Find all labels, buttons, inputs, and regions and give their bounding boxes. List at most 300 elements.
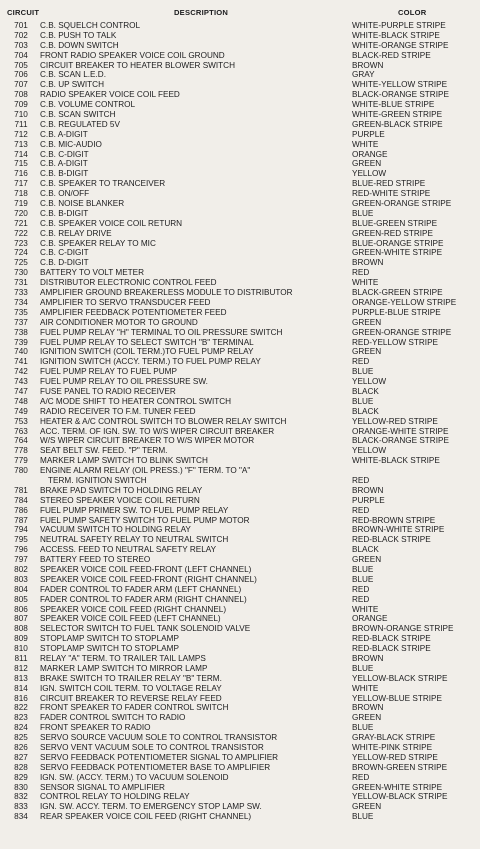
wire-color: WHITE-GREEN STRIPE <box>352 110 443 120</box>
circuit-description-line: NEUTRAL SAFETY RELAY TO NEUTRAL SWITCH <box>40 535 229 545</box>
circuit-number: 809 <box>14 634 28 644</box>
circuit-number: 740 <box>14 347 28 357</box>
table-row <box>0 357 480 367</box>
circuit-description-line: IGN. SW. (ACCY. TERM.) TO VACUUM SOLENOID <box>40 772 229 782</box>
circuit-description <box>40 61 340 71</box>
circuit-description-line: AMPLIFIER TO SERVO TRANSDUCER FEED <box>40 297 211 307</box>
circuit-description-line: C.B. DOWN SWITCH <box>40 40 119 50</box>
circuit-description <box>40 140 340 150</box>
circuit-description <box>40 417 340 427</box>
circuit-description-line: RELAY "A" TERM. TO TRAILER TAIL LAMPS <box>40 654 206 664</box>
circuit-number: 733 <box>14 288 28 298</box>
circuit-number: 828 <box>14 762 28 772</box>
table-row <box>0 150 480 160</box>
circuit-description <box>40 278 340 288</box>
wire-color: PURPLE <box>352 129 385 139</box>
circuit-description-line: RADIO SPEAKER VOICE COIL FEED <box>40 90 180 100</box>
wire-color: BLACK-ORANGE STRIPE <box>352 436 449 446</box>
wire-color: YELLOW-BLACK STRIPE <box>352 792 448 802</box>
circuit-description <box>40 120 340 130</box>
wire-color: YELLOW-BLACK STRIPE <box>352 673 448 683</box>
wire-color: PURPLE-BLUE STRIPE <box>352 307 441 317</box>
circuit-description-line: C.B. NOISE BLANKER <box>40 199 125 209</box>
wire-color: BLUE-GREEN STRIPE <box>352 218 438 228</box>
wire-color: YELLOW-RED STRIPE <box>352 416 438 426</box>
circuit-number: 795 <box>14 535 28 545</box>
table-row <box>0 456 480 466</box>
circuit-description <box>40 397 340 407</box>
circuit-number: 731 <box>14 278 28 288</box>
circuit-description-line: C.B. SPEAKER VOICE COIL RETURN <box>40 218 183 228</box>
circuit-description <box>40 100 340 110</box>
circuit-description <box>40 644 340 654</box>
circuit-description-line: FUEL PUMP PRIMER SW. TO FUEL PUMP RELAY <box>40 505 229 515</box>
table-row <box>0 723 480 733</box>
table-row <box>0 140 480 150</box>
table-row <box>0 674 480 684</box>
wire-color: WHITE-PINK STRIPE <box>352 743 433 753</box>
circuit-description <box>40 21 340 31</box>
circuit-description <box>40 763 340 773</box>
circuit-description-line: DISTRIBUTOR ELECTRONIC CONTROL FEED <box>40 278 217 288</box>
table-row <box>0 446 480 456</box>
circuit-description-line: FRONT SPEAKER TO RADIO <box>40 723 151 733</box>
table-row <box>0 80 480 90</box>
circuit-description <box>40 219 340 229</box>
table-row <box>0 525 480 535</box>
circuit-description <box>40 318 340 328</box>
circuit-number: 808 <box>14 624 28 634</box>
circuit-number: 748 <box>14 396 28 406</box>
circuit-description-line: MARKER LAMP SWITCH TO MIRROR LAMP <box>40 663 208 673</box>
circuit-description <box>40 159 340 169</box>
table-row <box>0 535 480 545</box>
circuit-description <box>40 654 340 664</box>
table-row <box>0 130 480 140</box>
circuit-description-line: C.B. B-DIGIT <box>40 208 89 218</box>
circuit-number: 778 <box>14 446 28 456</box>
wire-color: GRAY-BLACK STRIPE <box>352 733 436 743</box>
table-row <box>0 585 480 595</box>
circuit-number: 708 <box>14 90 28 100</box>
circuit-description-line: STEREO SPEAKER VOICE COIL RETURN <box>40 495 200 505</box>
wire-color: WHITE <box>352 139 379 149</box>
circuit-number: 701 <box>14 21 28 30</box>
circuit-number: 825 <box>14 733 28 743</box>
circuit-description <box>40 664 340 674</box>
wire-color: GREEN-ORANGE STRIPE <box>352 327 452 337</box>
circuit-description <box>40 565 340 575</box>
circuit-description <box>40 150 340 160</box>
circuit-description-line: FRONT SPEAKER TO FADER CONTROL SWITCH <box>40 703 229 713</box>
circuit-description-line: FADER CONTROL SWITCH TO RADIO <box>40 713 186 723</box>
table-row <box>0 802 480 812</box>
circuit-number: 723 <box>14 238 28 248</box>
circuit-description-line: C.B. RELAY DRIVE <box>40 228 112 238</box>
wire-color: BROWN-WHITE STRIPE <box>352 525 445 535</box>
circuit-number: 706 <box>14 70 28 80</box>
circuit-description <box>40 189 340 199</box>
circuit-description <box>40 456 340 466</box>
circuit-number: 796 <box>14 545 28 555</box>
wire-color: WHITE <box>352 278 379 288</box>
table-row <box>0 298 480 308</box>
circuit-description-line: C.B. A-DIGIT <box>40 129 88 139</box>
wire-color: WHITE-PURPLE STRIPE <box>352 21 446 30</box>
circuit-description-line: C.B. A-DIGIT <box>40 159 88 169</box>
circuit-number: 722 <box>14 228 28 238</box>
table-row <box>0 199 480 209</box>
table-row <box>0 783 480 793</box>
wire-color: GREEN <box>352 555 382 565</box>
circuit-description <box>40 258 340 268</box>
circuit-number: 704 <box>14 50 28 60</box>
circuit-number: 720 <box>14 208 28 218</box>
table-row <box>0 773 480 783</box>
wire-color: RED <box>352 772 370 782</box>
wire-color: ORANGE <box>352 614 388 624</box>
description-column-header: DESCRIPTION <box>174 8 229 17</box>
circuit-description-line: CONTROL RELAY TO HOLDING RELAY <box>40 792 190 802</box>
circuit-number: 710 <box>14 110 28 120</box>
circuit-description-line: CIRCUIT BREAKER TO REVERSE RELAY FEED <box>40 693 222 703</box>
table-row <box>0 179 480 189</box>
table-row <box>0 90 480 100</box>
table-row <box>0 21 480 31</box>
table-row <box>0 407 480 417</box>
circuit-description <box>40 427 340 437</box>
circuit-number: 830 <box>14 782 28 792</box>
circuit-description-line: RADIO RECEIVER TO F.M. TUNER FEED <box>40 406 196 416</box>
circuit-number: 813 <box>14 673 28 683</box>
circuit-number: 737 <box>14 317 28 327</box>
wire-color: BROWN <box>352 258 384 268</box>
wire-color: BLUE <box>352 367 374 377</box>
circuit-description <box>40 169 340 179</box>
circuit-description-line: IGNITION SWITCH (COIL TERM.)TO FUEL PUMP RELAY <box>40 347 254 357</box>
wire-color: RED <box>352 357 370 367</box>
circuit-number: 805 <box>14 594 28 604</box>
table-row <box>0 288 480 298</box>
circuit-description-line: BRAKE SWITCH TO TRAILER RELAY "B" TERM. <box>40 673 222 683</box>
circuit-description-line: SENSOR SIGNAL TO AMPLIFIER <box>40 782 165 792</box>
circuit-number: 764 <box>14 436 28 446</box>
circuit-number: 743 <box>14 377 28 387</box>
circuit-description-line: C.B. ON/OFF <box>40 189 90 199</box>
circuit-description-line: SPEAKER VOICE COIL FEED-FRONT (LEFT CHANNEL) <box>40 565 252 574</box>
circuit-description <box>40 338 340 348</box>
circuit-description-continuation: TERM. IGNITION SWITCH <box>48 475 147 485</box>
table-row <box>0 219 480 229</box>
table-row <box>0 684 480 694</box>
wire-color: RED-BROWN STRIPE <box>352 515 436 525</box>
circuit-number: 716 <box>14 169 28 179</box>
table-row <box>0 436 480 446</box>
circuit-description-line: C.B. C-DIGIT <box>40 248 89 258</box>
wire-color: BLACK-ORANGE STRIPE <box>352 90 449 100</box>
circuit-description-line: C.B. SCAN L.E.D. <box>40 70 106 80</box>
wire-color: YELLOW <box>352 377 387 387</box>
circuit-description-line: FUEL PUMP RELAY TO OIL PRESSURE SW. <box>40 377 208 387</box>
circuit-description <box>40 812 340 822</box>
circuit-description <box>40 733 340 743</box>
circuit-description <box>40 268 340 278</box>
circuit-description <box>40 783 340 793</box>
table-row <box>0 703 480 713</box>
table-row <box>0 31 480 41</box>
circuit-description <box>40 407 340 417</box>
circuit-description-line: C.B. SQUELCH CONTROL <box>40 21 141 30</box>
circuit-number: 749 <box>14 406 28 416</box>
circuit-description-line: IGN. SWITCH COIL TERM. TO VOLTAGE RELAY <box>40 683 222 693</box>
circuit-description <box>40 703 340 713</box>
circuit-description <box>40 347 340 357</box>
wire-color: WHITE-YELLOW STRIPE <box>352 80 448 90</box>
table-row <box>0 169 480 179</box>
circuit-description-line: SERVO FEEDBACK POTENTIOMETER SIGNAL TO AMPLIFIER <box>40 752 279 762</box>
circuit-description-line: MARKER LAMP SWITCH TO BLINK SWITCH <box>40 456 208 466</box>
circuit-number: 810 <box>14 644 28 654</box>
circuit-description-line: VACUUM SWITCH TO HOLDING RELAY <box>40 525 191 535</box>
circuit-description-line: STOPLAMP SWITCH TO STOPLAMP <box>40 634 179 644</box>
circuit-description <box>40 436 340 446</box>
wire-color: WHITE-BLUE STRIPE <box>352 100 435 110</box>
circuit-description <box>40 377 340 387</box>
wire-color: WHITE <box>352 683 379 693</box>
circuit-number: 827 <box>14 752 28 762</box>
table-row <box>0 614 480 624</box>
table-row <box>0 100 480 110</box>
wire-color: GREEN-RED STRIPE <box>352 228 433 238</box>
circuit-description <box>40 387 340 397</box>
wire-color: BROWN <box>352 60 384 70</box>
circuit-description-line: C.B. MIC-AUDIO <box>40 139 102 149</box>
wire-color: BLUE-ORANGE STRIPE <box>352 238 444 248</box>
circuit-description <box>40 466 340 486</box>
wire-color: ORANGE-YELLOW STRIPE <box>352 297 457 307</box>
circuit-number: 794 <box>14 525 28 535</box>
circuit-number: 725 <box>14 258 28 268</box>
table-row <box>0 328 480 338</box>
circuit-number: 763 <box>14 426 28 436</box>
circuit-number: 714 <box>14 149 28 159</box>
circuit-number: 824 <box>14 723 28 733</box>
circuit-description-line: HEATER & A/C CONTROL SWITCH TO BLOWER RELAY SWITCH <box>40 416 287 426</box>
circuit-number: 712 <box>14 129 28 139</box>
circuit-description <box>40 595 340 605</box>
circuit-number: 784 <box>14 495 28 505</box>
circuit-number: 717 <box>14 179 28 189</box>
wire-color: RED-BLACK STRIPE <box>352 535 431 545</box>
circuit-description <box>40 545 340 555</box>
circuit-description-line: FUSE PANEL TO RADIO RECEIVER <box>40 386 176 396</box>
circuit-description-line: FADER CONTROL TO FADER ARM (RIGHT CHANNEL) <box>40 594 247 604</box>
circuit-number: 826 <box>14 743 28 753</box>
circuit-description <box>40 70 340 80</box>
wire-color: BLUE <box>352 723 374 733</box>
circuit-number: 812 <box>14 663 28 673</box>
table-row <box>0 466 480 486</box>
wire-color: BROWN-GREEN STRIPE <box>352 762 448 772</box>
table-row <box>0 763 480 773</box>
table-row <box>0 496 480 506</box>
circuit-description-line: C.B. SPEAKER TO TRANCEIVER <box>40 179 166 189</box>
circuit-description <box>40 239 340 249</box>
circuit-description-line: SERVO VENT VACUUM SOLE TO CONTROL TRANSISTOR <box>40 743 264 753</box>
circuit-description-line: BRAKE PAD SWITCH TO HOLDING RELAY <box>40 485 203 495</box>
table-row <box>0 120 480 130</box>
circuit-number: 715 <box>14 159 28 169</box>
circuit-description <box>40 684 340 694</box>
circuit-description-line: C.B. B-DIGIT <box>40 169 89 179</box>
circuit-description <box>40 753 340 763</box>
table-row <box>0 595 480 605</box>
circuit-description-line: AMPLIFIER FEEDBACK POTENTIOMETER FEED <box>40 307 227 317</box>
circuit-description <box>40 51 340 61</box>
circuit-table-body <box>0 21 480 822</box>
circuit-description <box>40 516 340 526</box>
circuit-number: 829 <box>14 772 28 782</box>
circuit-description-line: W/S WIPER CIRCUIT BREAKER TO W/S WIPER MOTOR <box>40 436 255 446</box>
circuit-description-line: C.B. C-DIGIT <box>40 149 89 159</box>
circuit-number: 703 <box>14 40 28 50</box>
circuit-number: 806 <box>14 604 28 614</box>
table-row <box>0 189 480 199</box>
circuit-number: 713 <box>14 139 28 149</box>
table-row <box>0 229 480 239</box>
table-row <box>0 387 480 397</box>
circuit-description <box>40 674 340 684</box>
circuit-description-line: STOPLAMP SWITCH TO STOPLAMP <box>40 644 179 654</box>
circuit-description-line: C.B. REGULATED 5V <box>40 119 120 129</box>
circuit-description <box>40 209 340 219</box>
table-row <box>0 239 480 249</box>
table-row <box>0 743 480 753</box>
table-row <box>0 506 480 516</box>
circuit-description <box>40 80 340 90</box>
circuit-description <box>40 555 340 565</box>
circuit-description <box>40 585 340 595</box>
circuit-description <box>40 486 340 496</box>
circuit-number: 747 <box>14 386 28 396</box>
circuit-description <box>40 802 340 812</box>
circuit-number: 814 <box>14 683 28 693</box>
table-row <box>0 624 480 634</box>
circuit-number: 721 <box>14 218 28 228</box>
circuit-description <box>40 624 340 634</box>
wire-color: BLUE <box>352 396 374 406</box>
circuit-number: 797 <box>14 555 28 565</box>
circuit-number: 834 <box>14 812 28 822</box>
circuit-number: 804 <box>14 584 28 594</box>
circuit-number: 811 <box>14 654 28 664</box>
table-row <box>0 347 480 357</box>
circuit-number: 735 <box>14 307 28 317</box>
circuit-description-line: ACC. TERM. OF IGN. SW. TO W/S WIPER CIRCUIT BREAKER <box>40 426 275 436</box>
circuit-number: 802 <box>14 565 28 574</box>
circuit-description-line: SERVO FEEDBACK POTENTIOMETER BASE TO AMPLIFIER <box>40 762 271 772</box>
wire-color: RED-BLACK STRIPE <box>352 634 431 644</box>
circuit-column-header: CIRCUIT <box>7 8 40 17</box>
table-row <box>0 110 480 120</box>
wire-color: WHITE-ORANGE STRIPE <box>352 40 449 50</box>
table-row <box>0 397 480 407</box>
table-row <box>0 575 480 585</box>
circuit-description <box>40 357 340 367</box>
circuit-number: 742 <box>14 367 28 377</box>
wire-color: BROWN <box>352 485 384 495</box>
table-row <box>0 258 480 268</box>
circuit-number: 741 <box>14 357 28 367</box>
circuit-description-line: C.B. UP SWITCH <box>40 80 104 90</box>
circuit-number: 832 <box>14 792 28 802</box>
table-row <box>0 159 480 169</box>
table-row <box>0 664 480 674</box>
wire-color: YELLOW <box>352 446 387 456</box>
circuit-description <box>40 694 340 704</box>
circuit-number: 803 <box>14 574 28 584</box>
circuit-description-line: ACCESS. FEED TO NEUTRAL SAFETY RELAY <box>40 545 217 555</box>
wire-color: GREEN <box>352 347 382 357</box>
table-row <box>0 634 480 644</box>
circuit-number: 702 <box>14 30 28 40</box>
table-row <box>0 605 480 615</box>
circuit-number: 833 <box>14 802 28 812</box>
circuit-description <box>40 575 340 585</box>
color-column-header: COLOR <box>398 8 427 17</box>
wire-color: YELLOW-RED STRIPE <box>352 752 438 762</box>
wire-color: BLUE <box>352 663 374 673</box>
table-row <box>0 644 480 654</box>
table-header <box>0 8 480 22</box>
circuit-description <box>40 773 340 783</box>
circuit-description <box>40 446 340 456</box>
table-row <box>0 51 480 61</box>
table-row <box>0 713 480 723</box>
circuit-number: 711 <box>14 119 28 129</box>
circuit-description <box>40 199 340 209</box>
circuit-number: 730 <box>14 268 28 278</box>
circuit-description-line: C.B. VOLUME CONTROL <box>40 100 136 110</box>
wire-color: GREEN-WHITE STRIPE <box>352 248 443 258</box>
circuit-description-line: C.B. PUSH TO TALK <box>40 30 117 40</box>
wire-color: BROWN <box>352 703 384 713</box>
circuit-description <box>40 496 340 506</box>
circuit-number: 707 <box>14 80 28 90</box>
wire-color: RED-BLACK STRIPE <box>352 644 431 654</box>
circuit-number: 705 <box>14 60 28 70</box>
circuit-description-line: SELECTOR SWITCH TO FUEL TANK SOLENOID VALVE <box>40 624 251 634</box>
wire-color: RED-WHITE STRIPE <box>352 189 431 199</box>
table-row <box>0 486 480 496</box>
table-row <box>0 516 480 526</box>
circuit-description <box>40 248 340 258</box>
circuit-description-line: FRONT RADIO SPEAKER VOICE COIL GROUND <box>40 50 225 60</box>
table-row <box>0 377 480 387</box>
circuit-number: 822 <box>14 703 28 713</box>
circuit-description <box>40 298 340 308</box>
circuit-description-line: CIRCUIT BREAKER TO HEATER BLOWER SWITCH <box>40 60 236 70</box>
circuit-description-line: C.B. SCAN SWITCH <box>40 110 116 120</box>
circuit-number: 786 <box>14 505 28 515</box>
wire-color: BROWN <box>352 654 384 664</box>
circuit-description-line: SEAT BELT SW. FEED. "P" TERM. <box>40 446 168 456</box>
wire-color: ORANGE <box>352 149 388 159</box>
wire-color: BLACK-GREEN STRIPE <box>352 288 443 298</box>
wire-color: RED <box>352 268 370 278</box>
circuit-description-line: SPEAKER VOICE COIL FEED-FRONT (RIGHT CHANNEL) <box>40 574 257 584</box>
table-row <box>0 565 480 575</box>
